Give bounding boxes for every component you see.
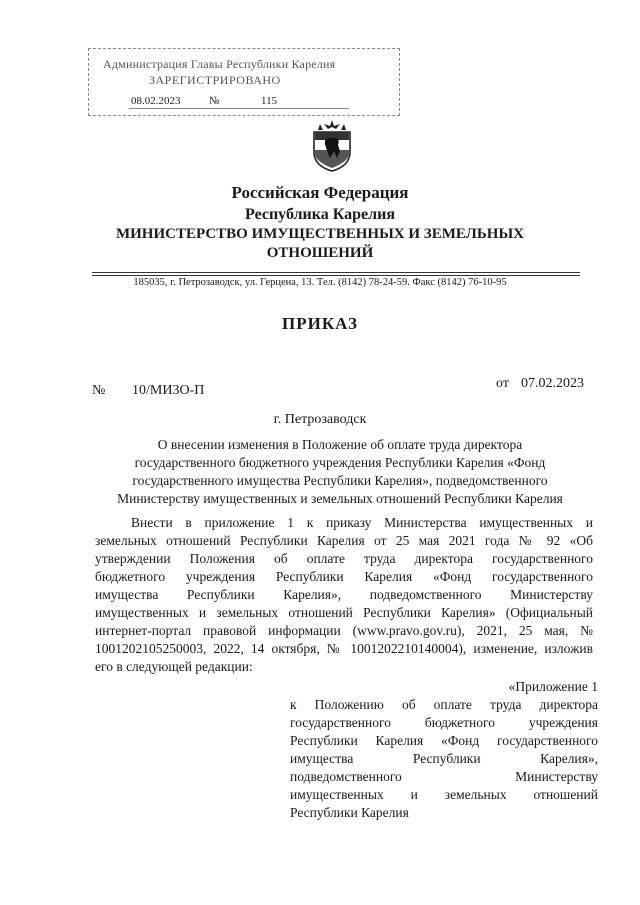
body-line: его в следующей редакции: <box>95 659 253 674</box>
body-line: Внести в приложение 1 к приказу Министерства имущественных и <box>131 515 593 530</box>
body-line: имущественных и земельных отношений Республики Карелия» (Официальный <box>95 605 593 620</box>
registration-stamp <box>88 48 400 116</box>
body-line: имущества Республики Карелия», подведомственного Министерству <box>95 587 593 602</box>
subject-line: Министерству имущественных и земельных отношений Республики Карелия <box>117 491 563 506</box>
body-line: утверждении Положения об оплате труда директора государственного <box>95 551 593 566</box>
appendix-heading <box>290 678 598 822</box>
stamp-date: 08.02.2023 <box>131 95 181 107</box>
document-date: 07.02.2023 <box>521 376 584 391</box>
appendix-line: имущественных и земельных отношений <box>290 787 598 802</box>
stamp-authority: Администрация Главы Республики Карелия <box>103 57 336 71</box>
document-number-sign: № <box>92 383 106 398</box>
subject-line: государственного бюджетного учреждения Республики Карелия «Фонд <box>134 455 546 470</box>
subject-line: государственного имущества Республики Карелия», подведомственного <box>132 473 548 488</box>
body-line: интернет-портал правовой информации (www.pravo.gov.ru), 2021, 25 мая, № <box>95 623 593 638</box>
document-subject <box>100 436 580 508</box>
subject-line: О внесении изменения в Положение об оплате труда директора <box>157 437 523 452</box>
header-address: 185035, г. Петрозаводск, ул. Герцена, 13. Тел. (8142) 78-24-59. Факс (8142) 76-10-95 <box>133 277 507 288</box>
document-date-prefix: от <box>496 376 509 391</box>
coat-of-arms-emblem <box>310 118 354 172</box>
body-line: бюджетного учреждения Республики Карелия «Фонд государственного <box>95 569 593 584</box>
stamp-underline <box>129 108 349 109</box>
header-country: Российская Федерация <box>231 183 409 202</box>
header-rule-bottom <box>92 275 580 276</box>
document-body <box>95 514 593 676</box>
header-rule-top <box>92 272 580 273</box>
appendix-line: Республики Карелия <box>290 805 409 820</box>
stamp-status: ЗАРЕГИСТРИРОВАНО <box>149 73 281 87</box>
header-ministry-continued: ОТНОШЕНИЙ <box>266 245 374 261</box>
body-line: 1001202105250003, 2022, 14 октября, № 1001202210140004), изменение, изложив <box>95 641 593 656</box>
document-number: 10/МИЗО-П <box>132 383 205 398</box>
header-republic: Республика Карелия <box>245 206 395 223</box>
document-type: ПРИКАЗ <box>282 314 358 333</box>
header-ministry: МИНИСТЕРСТВО ИМУЩЕСТВЕННЫХ И ЗЕМЕЛЬНЫХ <box>115 226 525 242</box>
appendix-line: имущества Республики Карелия», <box>290 751 598 766</box>
appendix-line: Республики Карелия «Фонд государственного <box>290 733 598 748</box>
appendix-line: «Приложение 1 <box>508 679 598 694</box>
appendix-line: подведомственного Министерству <box>290 769 598 784</box>
appendix-line: государственного бюджетного учреждения <box>290 715 598 730</box>
appendix-line: к Положению об оплате труда директора <box>290 697 598 712</box>
stamp-number: 115 <box>261 95 278 107</box>
body-line: земельных отношений Республики Карелия от 25 мая 2021 года № 92 «Об <box>95 533 593 548</box>
stamp-number-sign: № <box>209 95 220 107</box>
document-city: г. Петрозаводск <box>273 412 367 427</box>
